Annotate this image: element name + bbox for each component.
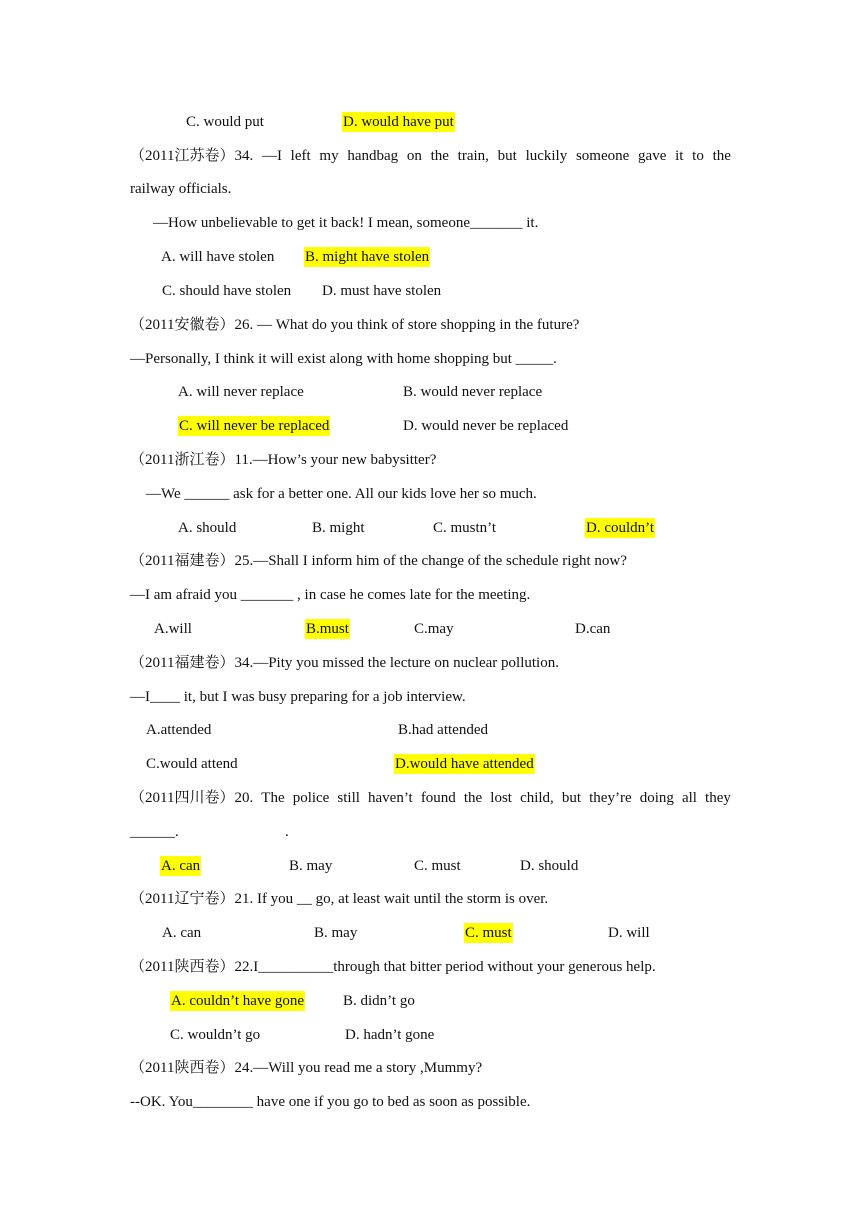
option-c: C. would put <box>186 114 264 130</box>
option-d: D.can <box>575 621 611 637</box>
word: found <box>420 790 456 806</box>
word: doing <box>639 790 674 806</box>
answer-highlight: D.would have attended <box>395 756 534 772</box>
question-20-sichuan <box>130 788 731 808</box>
answer-highlight: C. will never be replaced <box>179 418 330 434</box>
option-d: D. would never be replaced <box>403 418 569 434</box>
dialogue-line: —We ______ ask for a better one. All our kids love her so much. <box>146 486 537 502</box>
option-c: C. mustn’t <box>433 520 497 536</box>
word: someone <box>575 148 630 164</box>
option-a: A. will have stolen <box>161 249 275 265</box>
dialogue-line: —Personally, I think it will exist along with home shopping but _____. <box>130 351 557 367</box>
word: handbag <box>347 148 399 164</box>
option-a: A. should <box>178 520 237 536</box>
word: my <box>319 148 339 164</box>
word: still <box>337 790 360 806</box>
word: but <box>561 790 582 806</box>
option-c: C. wouldn’t go <box>170 1027 261 1043</box>
answer-highlight: C. must <box>465 925 512 941</box>
dialogue-line: —I am afraid you _______ , in case he comes late for the meeting. <box>130 587 531 603</box>
question-25-fujian: （2011福建卷）25.—Shall I inform him of the change of the schedule right now? <box>130 553 627 569</box>
option-d: D. should <box>520 858 579 874</box>
word: —I <box>261 148 282 164</box>
option-b: B. may <box>314 925 358 941</box>
word: police <box>292 790 330 806</box>
word: the <box>712 148 731 164</box>
question-26-anhui: （2011安徽卷）26. — What do you think of store shopping in the future? <box>130 317 580 333</box>
option-c: C.would attend <box>146 756 238 772</box>
question-34-fujian: （2011福建卷）34.—Pity you missed the lecture on nuclear pollution. <box>130 655 559 671</box>
answer-highlight: B. might have stolen <box>305 249 430 265</box>
word: but <box>497 148 517 164</box>
word: it <box>675 148 684 164</box>
word: they’re <box>589 790 632 806</box>
word: train, <box>457 148 489 164</box>
option-b: B. may <box>289 858 333 874</box>
question-24-shaanxi: （2011陕西卷）24.—Will you read me a story ,Mummy? <box>130 1060 483 1076</box>
word: on <box>406 148 422 164</box>
word: luckily <box>525 148 568 164</box>
option-d: D. must have stolen <box>322 283 442 299</box>
word: they <box>705 790 731 806</box>
word: lost <box>490 790 512 806</box>
answer-highlight: A. can <box>161 858 201 874</box>
option-a: A. will never replace <box>178 384 304 400</box>
answer-highlight: D. couldn’t <box>586 520 655 536</box>
word: child, <box>520 790 554 806</box>
dialogue-line: —I____ it, but I was busy preparing for a job interview. <box>130 689 466 705</box>
option-a: A. can <box>162 925 202 941</box>
answer-highlight: B.must <box>306 621 349 637</box>
blank-line: ______. <box>130 824 179 840</box>
punctuation: . <box>285 824 289 840</box>
word: haven’t <box>368 790 413 806</box>
word: to <box>692 148 704 164</box>
option-a: A.will <box>154 621 192 637</box>
option-b: B. didn’t go <box>343 993 415 1009</box>
option-b: B. would never replace <box>403 384 543 400</box>
option-d: D. hadn’t gone <box>345 1027 435 1043</box>
option-b: B. might <box>312 520 365 536</box>
option-c: C. must <box>414 858 461 874</box>
option-a: A.attended <box>146 722 212 738</box>
dialogue-line: —How unbelievable to get it back! I mean, someone_______ it. <box>153 215 539 231</box>
word: the <box>463 790 483 806</box>
question-text: railway officials. <box>130 181 232 197</box>
option-c: C. should have stolen <box>162 283 292 299</box>
answer-highlight: D. would have put <box>343 114 454 130</box>
word: all <box>681 790 697 806</box>
option-d: D. will <box>608 925 650 941</box>
word: left <box>290 148 311 164</box>
question-22-shaanxi: （2011陕西卷）22.I__________through that bitter period without your generous help. <box>130 959 656 975</box>
question-11-zhejiang: （2011浙江卷）11.—How’s your new babysitter? <box>130 452 437 468</box>
question-21-liaoning: （2011辽宁卷）21. If you __ go, at least wait until the storm is over. <box>130 891 549 907</box>
option-b: B.had attended <box>398 722 488 738</box>
word: gave <box>638 148 667 164</box>
word: The <box>261 790 285 806</box>
word: the <box>430 148 449 164</box>
question-34-jiangsu <box>130 146 731 166</box>
option-c: C.may <box>414 621 454 637</box>
answer-highlight: A. couldn’t have gone <box>171 993 305 1009</box>
dialogue-line: --OK. You________ have one if you go to bed as soon as possible. <box>130 1094 531 1110</box>
word: （2011四川卷）20. <box>130 790 254 806</box>
word: （2011江苏卷）34. <box>130 148 254 164</box>
